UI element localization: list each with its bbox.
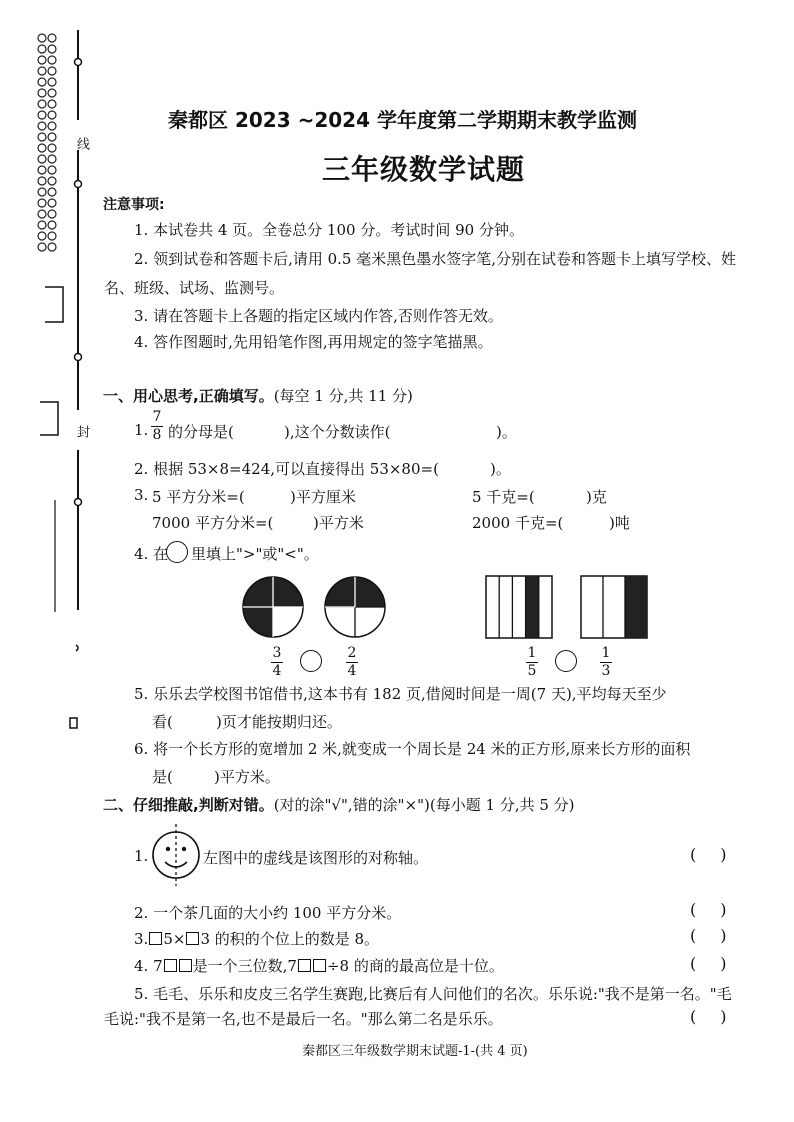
s2-q2-answer-paren[interactable]: ( ) <box>690 900 727 919</box>
binding-circle <box>48 122 56 130</box>
binding-circle <box>38 210 46 218</box>
binding-label-xian: 线 <box>74 137 89 150</box>
s1-q4-text-a: 4. 在 <box>134 545 169 563</box>
s1-q5-line1: 5. 乐乐去学校图书馆借书,这本书有 182 页,借阅时间是一周(7 天),平均每天至少 <box>134 685 667 703</box>
s1-q4-text-b: 里填上">"或"<"。 <box>191 545 319 563</box>
blank-box <box>313 959 326 972</box>
section1-score-note: (每空 1 分,共 11 分) <box>273 387 413 405</box>
binding-circle <box>38 155 46 163</box>
binding-circle <box>38 111 46 119</box>
s1-q2-text-b: )。 <box>490 460 511 478</box>
s2-q5-line2: 毛说:"我不是第一名,也不是最后一名。"那么第二名是乐乐。 <box>104 1010 503 1028</box>
s1-q6-line2-b: )平方米。 <box>214 768 280 786</box>
s1-q4-example-circle <box>166 541 188 563</box>
circle-two-quarters <box>325 577 385 637</box>
page-footer: 秦都区三年级数学期末试题-1-(共 4 页) <box>302 1044 528 1059</box>
notice-item-4: 4. 答作图题时,先用铅笔作图,再用规定的签字笔描黑。 <box>134 333 493 351</box>
s2-q4-answer-paren[interactable]: ( ) <box>690 954 727 973</box>
s1-q3-c1: 7000 平方分米=( <box>152 514 274 532</box>
blank-box <box>298 959 311 972</box>
s2-q1-answer-paren[interactable]: ( ) <box>690 845 727 864</box>
binding-circle <box>48 133 56 141</box>
s1-q1-text-c: )。 <box>496 423 517 441</box>
s1-q4-frac-1-5: 1 5 <box>527 645 537 679</box>
exam-title: 秦都区 2023 ~2024 学年度第二学期期末教学监测 <box>168 108 637 132</box>
s1-q3-c2: )平方米 <box>313 514 364 532</box>
binding-circle <box>38 177 46 185</box>
notice-heading: 注意事项: <box>103 197 165 213</box>
binding-circle <box>48 78 56 86</box>
s1-q4-circle-figures <box>240 574 390 640</box>
s1-q1-fraction: 7 8 <box>152 409 162 443</box>
binding-circle <box>48 221 56 229</box>
binding-circle <box>48 177 56 185</box>
s1-q3-b1: 5 千克=( <box>472 488 535 506</box>
binding-circle <box>48 155 56 163</box>
binding-circle <box>48 243 56 251</box>
s1-q1-num: 1. <box>134 421 149 439</box>
s2-q3-text: 3. 5× 3 的积的个位上的数是 8。 <box>134 930 380 948</box>
s1-q1-text-a: 的分母是( <box>168 423 234 441</box>
s1-q4-frac-1-3: 1 3 <box>601 645 611 679</box>
s1-q4-rect-figures <box>484 574 654 640</box>
binding-circle <box>48 56 56 64</box>
section2-title <box>103 794 575 815</box>
s1-q2-text-a: 2. 根据 53×8=424,可以直接得出 53×80=( <box>134 460 439 478</box>
binding-circle <box>48 199 56 207</box>
binding-circle <box>38 232 46 240</box>
binding-circle <box>48 67 56 75</box>
notice-item-2: 2. 领到试卷和答题卡后,请用 0.5 毫米黑色墨水签字笔,分别在试卷和答题卡上填写学校、姓 <box>134 250 737 268</box>
s2-q5-line1: 5. 毛毛、乐乐和皮皮三名学生赛跑,比赛后有人问他们的名次。乐乐说:"我不是第一名。"毛 <box>134 985 732 1003</box>
notice-item-3: 3. 请在答题卡上各题的指定区域内作答,否则作答无效。 <box>134 307 503 325</box>
binding-circle <box>48 144 56 152</box>
circle-three-quarters <box>243 577 303 637</box>
binding-circle <box>48 89 56 97</box>
s2-q4-text: 4. 7 是一个三位数,7 ÷8 的商的最高位是十位。 <box>134 957 504 975</box>
s1-q4-compare-circle-right[interactable] <box>555 650 577 672</box>
s2-q1-num: 1. <box>134 847 149 865</box>
s1-q5-line2-b: )页才能按期归还。 <box>216 713 342 731</box>
binding-circle <box>38 166 46 174</box>
binding-circle <box>38 56 46 64</box>
s1-q3-a1: 5 平方分米=( <box>152 488 245 506</box>
s1-q3-num: 3. <box>134 486 149 504</box>
notice-item-2-cont: 名、班级、试场、监测号。 <box>104 279 285 297</box>
s1-q4-frac-3-4: 3 4 <box>272 645 282 679</box>
binding-circle <box>38 122 46 130</box>
binding-circle <box>48 34 56 42</box>
binding-circle <box>38 188 46 196</box>
binding-margin <box>0 0 100 760</box>
exam-subtitle: 三年级数学试题 <box>322 153 526 186</box>
binding-circle <box>38 133 46 141</box>
s2-q2-text: 2. 一个茶几面的大小约 100 平方分米。 <box>134 904 402 922</box>
s2-q3-answer-paren[interactable]: ( ) <box>690 926 727 945</box>
section2-score-note: (对的涂"√",错的涂"×")(每小题 1 分,共 5 分) <box>273 796 575 814</box>
binding-circle <box>38 89 46 97</box>
s1-q6-line2-a: 是( <box>152 768 173 786</box>
s1-q3-b2: )克 <box>586 488 607 506</box>
section2-heading: 二、仔细推敲,判断对错。 <box>103 796 274 814</box>
binding-circle <box>38 199 46 207</box>
section1-heading: 一、用心思考,正确填写。 <box>103 387 274 405</box>
section1-title <box>103 385 413 406</box>
notice-item-1: 1. 本试卷共 4 页。全卷总分 100 分。考试时间 90 分钟。 <box>134 221 524 239</box>
blank-box <box>149 932 162 945</box>
binding-circle <box>38 144 46 152</box>
s1-q1-text-b: ),这个分数读作( <box>284 423 391 441</box>
rect-thirds <box>581 576 647 638</box>
binding-circle <box>48 45 56 53</box>
binding-circle <box>38 45 46 53</box>
binding-circle <box>38 34 46 42</box>
rect-fifths <box>486 576 552 638</box>
s1-q4-frac-2-4: 2 4 <box>347 645 357 679</box>
s2-q1-face-figure <box>150 822 202 888</box>
binding-circle <box>48 210 56 218</box>
binding-circle <box>38 78 46 86</box>
binding-circle <box>38 243 46 251</box>
s1-q3-d1: 2000 千克=( <box>472 514 564 532</box>
s1-q3-d2: )吨 <box>609 514 630 532</box>
blank-box <box>164 959 177 972</box>
s1-q4-compare-circle-left[interactable] <box>300 650 322 672</box>
binding-circle <box>38 221 46 229</box>
s1-q6-line1: 6. 将一个长方形的宽增加 2 米,就变成一个周长是 24 米的正方形,原来长方形的面积 <box>134 740 691 758</box>
binding-label-feng: 封 <box>74 425 89 438</box>
blank-box <box>186 932 199 945</box>
s2-q5-answer-paren[interactable]: ( ) <box>690 1007 727 1026</box>
binding-circle <box>48 232 56 240</box>
binding-circle <box>48 100 56 108</box>
binding-circle <box>48 111 56 119</box>
s1-q5-line2-a: 看( <box>152 713 173 731</box>
binding-circle <box>48 188 56 196</box>
s1-q3-a2: )平方厘米 <box>290 488 356 506</box>
binding-circle <box>38 67 46 75</box>
binding-circles <box>38 34 56 251</box>
s2-q1-text: 左图中的虚线是该图形的对称轴。 <box>203 849 429 867</box>
blank-box <box>179 959 192 972</box>
binding-circle <box>38 100 46 108</box>
binding-circle <box>48 166 56 174</box>
